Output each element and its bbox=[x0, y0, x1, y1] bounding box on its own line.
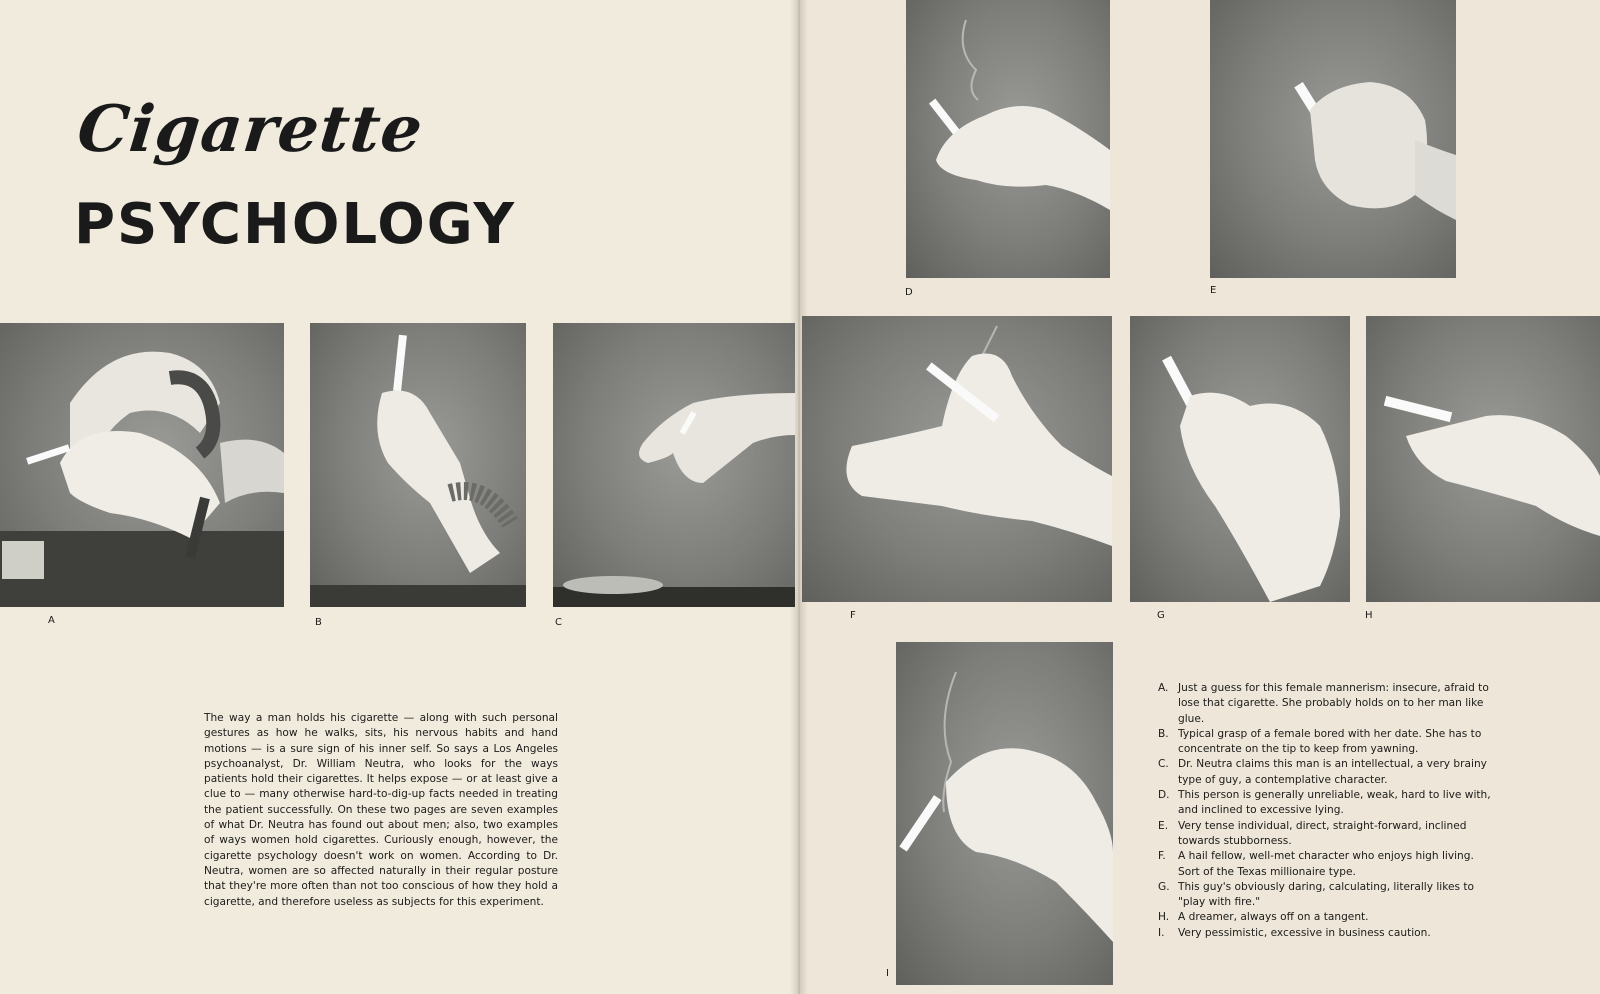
legend-letter: D. bbox=[1158, 789, 1170, 802]
legend-text: This guy's obviously daring, calculating, literally likes to "play with fire." bbox=[1178, 880, 1475, 909]
legend-text: A dreamer, always off on a tangent. bbox=[1178, 911, 1369, 924]
hand-illustration-i bbox=[896, 642, 1113, 985]
legend-text: A hail fellow, well-met character who enjoys high living. Sort of the Texas millionaire type. bbox=[1178, 850, 1474, 878]
legend-text: Very tense individual, direct, straight-forward, inclined towards stubborness. bbox=[1178, 819, 1467, 847]
legend-letter: H. bbox=[1158, 911, 1170, 924]
hand-illustration-g bbox=[1130, 316, 1350, 602]
photo-a bbox=[0, 323, 284, 607]
legend-item bbox=[1158, 788, 1498, 819]
photo-h bbox=[1366, 316, 1600, 602]
photo-b bbox=[310, 323, 526, 607]
legend-item bbox=[1158, 849, 1498, 880]
photo-c bbox=[553, 323, 795, 607]
caption-e: E bbox=[1210, 285, 1217, 296]
hand-illustration-b bbox=[310, 323, 526, 607]
hand-illustration-a bbox=[0, 323, 284, 607]
legend-letter: A. bbox=[1158, 682, 1169, 694]
legend-letter: I. bbox=[1158, 926, 1165, 939]
caption-c: C bbox=[555, 617, 562, 628]
intro-paragraph: The way a man holds his cigarette — along with such personal gestures as how he walks, sits, his nervous habits and hand motions — is a sure sign of his inner self. So says a Los Angeles psychoanalyst, Dr. William Neutra, who looks for the ways patients hold their cigarettes. It helps expose — or at least give a clue to — many otherwise hard-to-dig-up facts needed in treating the patient successfully. On these two pages are seven examples of what Dr. Neutra has found out about men; also, two examples of ways women hold cigarettes. Curiously enough, however, the cigarette psychology doesn't work on women. According to Dr. Neutra, women are so affected naturally in their regular posture that they're more often than not too conscious of how they hold a cigarette, and therefore useless as subjects for this experiment. bbox=[204, 712, 558, 908]
caption-h: H bbox=[1365, 610, 1373, 621]
caption-d: D bbox=[905, 287, 913, 298]
title-script: Cigarette bbox=[74, 92, 427, 167]
legend-letter: G. bbox=[1158, 880, 1170, 893]
hand-illustration-c bbox=[553, 323, 795, 607]
legend-item bbox=[1158, 910, 1498, 925]
legend-text: This person is generally unreliable, weak, hard to live with, and inclined to excessive lying. bbox=[1178, 789, 1491, 817]
legend-item bbox=[1158, 819, 1498, 850]
legend-text: Just a guess for this female mannerism: insecure, afraid to lose that cigarette. She probably holds on to her man like glue. bbox=[1178, 682, 1489, 725]
legend-letter: F. bbox=[1158, 850, 1166, 863]
title-block: PSYCHOLOGY bbox=[74, 192, 517, 257]
legend-item bbox=[1158, 926, 1498, 941]
legend-item bbox=[1158, 757, 1498, 788]
legend-item bbox=[1158, 727, 1498, 758]
hand-illustration-d bbox=[906, 0, 1110, 278]
legend-letter: B. bbox=[1158, 727, 1169, 740]
hand-illustration-f bbox=[802, 316, 1112, 602]
caption-i: I bbox=[886, 968, 889, 979]
legend-letter: C. bbox=[1158, 758, 1169, 771]
caption-a: A bbox=[48, 615, 55, 626]
hand-illustration-h bbox=[1366, 316, 1600, 602]
legend-list bbox=[1158, 681, 1498, 941]
caption-b: B bbox=[315, 617, 322, 628]
legend-item bbox=[1158, 681, 1498, 727]
photo-g bbox=[1130, 316, 1350, 602]
caption-g: G bbox=[1157, 610, 1165, 621]
legend-text: Typical grasp of a female bored with her date. She has to concentrate on the tip to keep from yawning. bbox=[1178, 727, 1482, 756]
legend-text: Dr. Neutra claims this man is an intellectual, a very brainy type of guy, a contemplative character. bbox=[1178, 758, 1487, 786]
legend-letter: E. bbox=[1158, 819, 1169, 832]
photo-e bbox=[1210, 0, 1456, 278]
photo-i bbox=[896, 642, 1113, 985]
photo-f bbox=[802, 316, 1112, 602]
caption-f: F bbox=[850, 610, 856, 621]
legend-text: Very pessimistic, excessive in business caution. bbox=[1178, 926, 1431, 939]
legend-item bbox=[1158, 880, 1498, 911]
hand-illustration-e bbox=[1210, 0, 1456, 278]
photo-d bbox=[906, 0, 1110, 278]
